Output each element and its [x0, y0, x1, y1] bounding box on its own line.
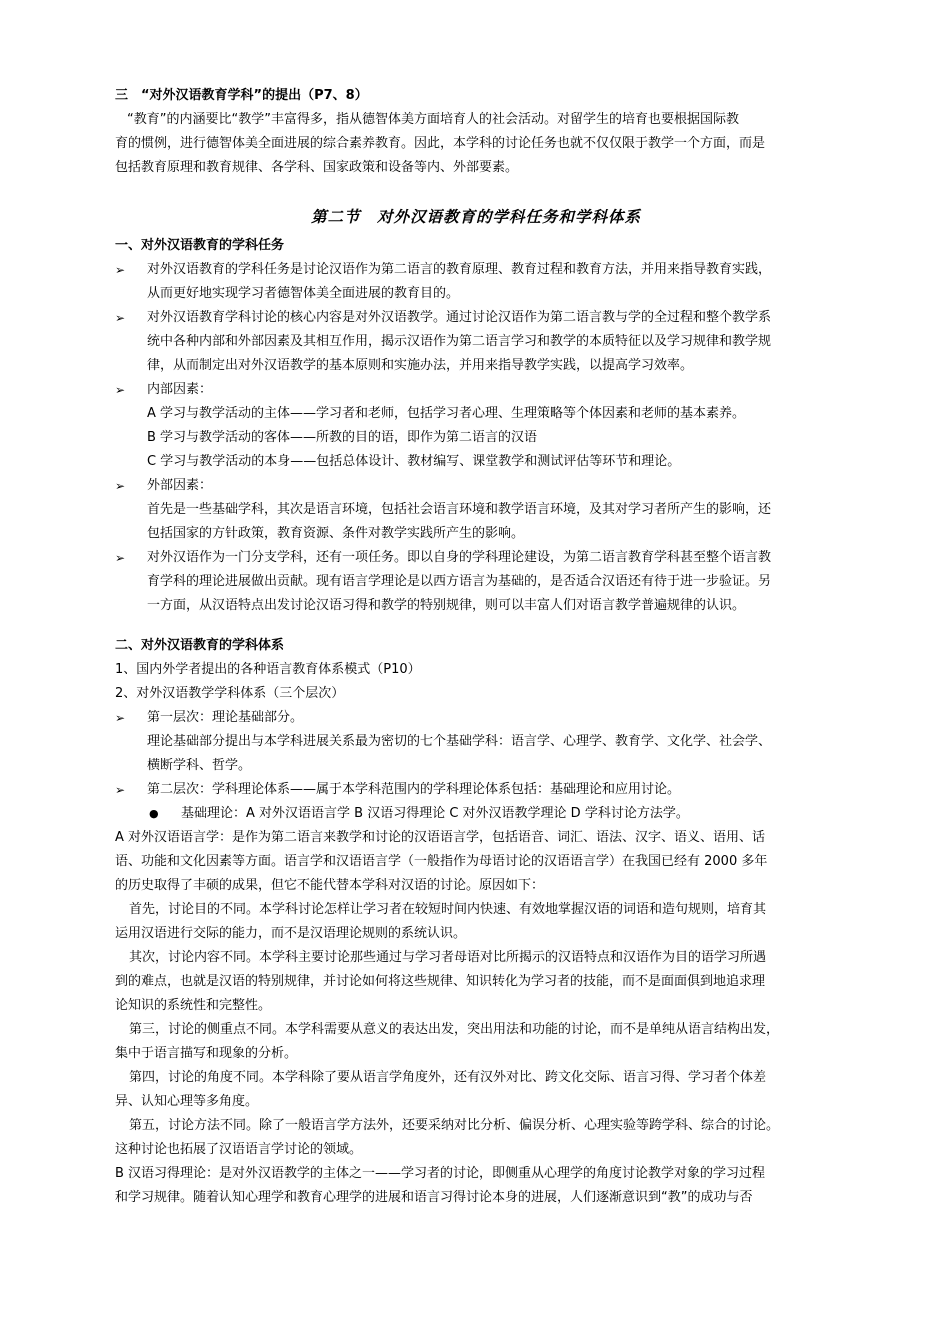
- arrow-bullet-icon: ➢: [115, 711, 126, 725]
- dot-bullet-item: [115, 802, 837, 826]
- arrow-bullet-icon: ➢: [115, 551, 126, 565]
- part2-heading: 二、对外汉语教育的学科体系: [115, 638, 285, 653]
- paragraph-line: A 对外汉语语言学：是作为第二语言来教学和讨论的汉语语言学，包括语音、词汇、语法、汉字、语义、语用、话: [115, 830, 766, 845]
- bullet-item: [115, 706, 837, 730]
- reason-line: 第四，讨论的角度不同。本学科除了要从语言学角度外，还有汉外对比、跨文化交际、语言习得、学习者个体差: [129, 1070, 767, 1085]
- bullet-continuation: 横断学科、哲学。: [147, 758, 252, 773]
- reason-line: 集中于语言描写和现象的分析。: [115, 1046, 298, 1061]
- bullet-text: 对外汉语教育学科讨论的核心内容是对外汉语教学。通过讨论汉语作为第二语言教与学的全过程和整个教学系: [147, 310, 772, 325]
- reason-line: 这种讨论也拓展了汉语语言学讨论的领域。: [115, 1142, 363, 1157]
- numbered-item: 1、国内外学者提出的各种语言教育体系模式（P10）: [115, 662, 421, 677]
- section-heading-3: 三 “对外汉语教育学科”的提出（P7、8）: [115, 88, 368, 103]
- section-title: 第二节 对外汉语教育的学科任务和学科体系: [310, 207, 641, 226]
- arrow-bullet-icon: ➢: [115, 383, 126, 397]
- bullet-text: 对外汉语教育的学科任务是讨论汉语作为第二语言的教育原理、教育过程和教育方法，并用来指导教育实践，: [147, 262, 772, 277]
- bullet-continuation: 一方面，从汉语特点出发讨论汉语习得和教学的特别规律，则可以丰富人们对语言教学普遍规律的认识。: [147, 598, 746, 613]
- bullet-continuation: 统中各种内部和外部因素及其相互作用，揭示汉语作为第二语言学习和教学的本质特征以及学习规律和教学规: [147, 334, 772, 349]
- bullet-continuation: 从而更好地实现学习者德智体美全面进展的教育目的。: [147, 286, 460, 301]
- reason-line: 第三，讨论的侧重点不同。本学科需要从意义的表达出发，突出用法和功能的讨论，而不是单纯从语言结构出发，: [129, 1022, 780, 1037]
- bullet-continuation: 理论基础部分提出与本学科进展关系最为密切的七个基础学科：语言学、心理学、教育学、文化学、社会学、: [147, 734, 772, 749]
- bullet-text: 第二层次：学科理论体系——属于本学科范围内的学科理论体系包括：基础理论和应用讨论。: [147, 782, 681, 797]
- reason-line: 异、认知心理等多角度。: [115, 1094, 259, 1109]
- reason-line: 到的难点，也就是汉语的特别规律，并讨论如何将这些规律、知识转化为学习者的技能，而不是面面俱到地追求理: [115, 974, 766, 989]
- bullet-text: 内部因素：: [147, 382, 213, 397]
- internal-factor-item: C 学习与教学活动的本身——包括总体设计、教材编写、课堂教学和测试评估等环节和理论。: [147, 454, 681, 469]
- paragraph-line: 包括教育原理和教育规律、各学科、国家政策和设备等内、外部要素。: [115, 160, 519, 175]
- paragraph-line: 语、功能和文化因素等方面。语言学和汉语语言学（一般指作为母语讨论的汉语语言学）在我国已经有 2000 多年: [115, 854, 768, 869]
- bullet-text: 外部因素：: [147, 478, 213, 493]
- paragraph-line: “教育”的内涵要比“教学”丰富得多，指从德智体美方面培育人的社会活动。对留学生的培育也要根据国际教: [127, 112, 739, 127]
- dot-bullet-text: 基础理论：A 对外汉语语言学 B 汉语习得理论 C 对外汉语教学理论 D 学科讨论方法学。: [181, 806, 689, 821]
- arrow-bullet-icon: ➢: [115, 311, 126, 325]
- bullet-item: [115, 378, 837, 402]
- bullet-continuation: 包括国家的方针政策，教育资源、条件对教学实践所产生的影响。: [147, 526, 525, 541]
- paragraph-line: 育的惯例，进行德智体美全面进展的综合素养教育。因此，本学科的讨论任务也就不仅仅限于教学一个方面，而是: [115, 136, 766, 151]
- paragraph-line: 和学习规律。随着认知心理学和教育心理学的进展和语言习得讨论本身的进展，人们逐渐意识到“教”的成功与否: [115, 1190, 753, 1205]
- bullet-continuation: 首先是一些基础学科，其次是语言环境，包括社会语言环境和教学语言环境，及其对学习者所产生的影响，还: [147, 502, 772, 517]
- bullet-item: [115, 474, 837, 498]
- document-page: [115, 84, 837, 1210]
- reason-line: 首先，讨论目的不同。本学科讨论怎样让学习者在较短时间内快速、有效地掌握汉语的词语和造句规则，培育其: [129, 902, 767, 917]
- bullet-continuation: 育学科的理论进展做出贡献。现有语言学理论是以西方语言为基础的，是否适合汉语还有待于进一步验证。另: [147, 574, 772, 589]
- reason-line: 运用汉语进行交际的能力，而不是汉语理论规则的系统认识。: [115, 926, 467, 941]
- bullet-text: 第一层次：理论基础部分。: [147, 710, 304, 725]
- paragraph-line: 的历史取得了丰硕的成果，但它不能代替本学科对汉语的讨论。原因如下：: [115, 878, 545, 893]
- dot-bullet-icon: ●: [149, 807, 159, 820]
- spacer: [115, 618, 837, 634]
- bullet-continuation: 律，从而制定出对外汉语教学的基本原则和实施办法，并用来指导教学实践，以提高学习效率。: [147, 358, 694, 373]
- bullet-text: 对外汉语作为一门分支学科，还有一项任务。即以自身的学科理论建设，为第二语言教育学科甚至整个语言教: [147, 550, 772, 565]
- internal-factor-item: B 学习与教学活动的客体——所教的目的语，即作为第二语言的汉语: [147, 430, 538, 445]
- numbered-item: 2、对外汉语教学学科体系（三个层次）: [115, 686, 345, 701]
- arrow-bullet-icon: ➢: [115, 263, 126, 277]
- reason-line: 其次，讨论内容不同。本学科主要讨论那些通过与学习者母语对比所揭示的汉语特点和汉语作为目的语学习所遇: [129, 950, 767, 965]
- bullet-item: [115, 546, 837, 570]
- paragraph-line: B 汉语习得理论：是对外汉语教学的主体之一——学习者的讨论，即侧重从心理学的角度讨论教学对象的学习过程: [115, 1166, 766, 1181]
- bullet-item: [115, 306, 837, 330]
- internal-factor-item: A 学习与教学活动的主体——学习者和老师，包括学习者心理、生理策略等个体因素和老师的基本素养。: [147, 406, 746, 421]
- arrow-bullet-icon: ➢: [115, 783, 126, 797]
- arrow-bullet-icon: ➢: [115, 479, 126, 493]
- reason-line: 论知识的系统性和完整性。: [115, 998, 272, 1013]
- reason-line: 第五，讨论方法不同。除了一般语言学方法外，还要采纳对比分析、偏误分析、心理实验等跨学科、综合的讨论。: [129, 1118, 780, 1133]
- bullet-item: [115, 258, 837, 282]
- bullet-item: [115, 778, 837, 802]
- part1-heading: 一、对外汉语教育的学科任务: [115, 238, 285, 253]
